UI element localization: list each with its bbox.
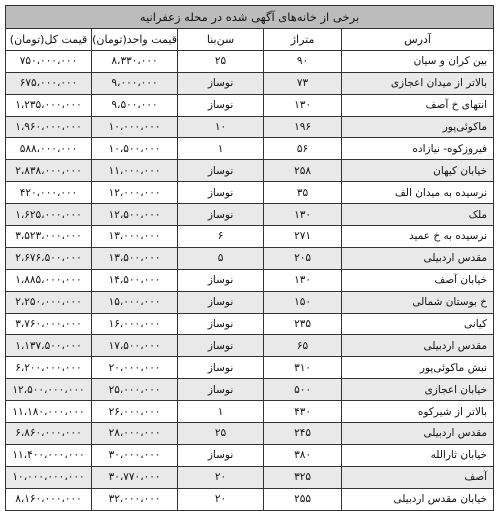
address-cell: خیابان مقدس اردبیلی <box>342 488 494 510</box>
table-row <box>6 335 494 357</box>
age-cell: نوساز <box>178 269 264 291</box>
age-cell: ۲۵ <box>178 423 264 445</box>
age-cell: نوساز <box>178 160 264 182</box>
total-price-cell: ۱،۱۳۷،۵۰۰،۰۰۰ <box>6 335 92 357</box>
unit-price-cell: ۲۰،۰۰۰،۰۰۰ <box>92 357 178 379</box>
age-cell: نوساز <box>178 335 264 357</box>
table-row <box>6 226 494 248</box>
table-row <box>6 269 494 291</box>
table-row <box>6 488 494 510</box>
table-row <box>6 138 494 160</box>
unit-price-cell: ۲۵،۰۰۰،۰۰۰ <box>92 379 178 401</box>
address-cell: خیابان کیهان <box>342 160 494 182</box>
unit-price-cell: ۲۶،۰۰۰،۰۰۰ <box>92 401 178 423</box>
table-row <box>6 94 494 116</box>
unit-price-cell: ۱۶،۰۰۰،۰۰۰ <box>92 313 178 335</box>
unit-price-cell: ۱۵،۰۰۰،۰۰۰ <box>92 291 178 313</box>
total-price-cell: ۲،۸۳۸،۰۰۰،۰۰۰ <box>6 160 92 182</box>
area-cell: ۹۰ <box>264 50 342 72</box>
address-cell: کیانی <box>342 313 494 335</box>
age-cell: ۶ <box>178 226 264 248</box>
address-cell: بالاتر از میدان اعجازی <box>342 72 494 94</box>
address-cell: نرسیده به خ عمید <box>342 226 494 248</box>
area-cell: ۱۹۶ <box>264 116 342 138</box>
address-cell: مقدس اردبیلی <box>342 247 494 269</box>
column-header-total-price: قیمت کل(تومان) <box>6 29 92 51</box>
area-cell: ۴۳۰ <box>264 401 342 423</box>
table-row <box>6 379 494 401</box>
total-price-cell: ۱،۸۸۵،۰۰۰،۰۰۰ <box>6 269 92 291</box>
total-price-cell: ۷۵۰،۰۰۰،۰۰۰ <box>6 50 92 72</box>
total-price-cell: ۶۷۵،۰۰۰،۰۰۰ <box>6 72 92 94</box>
total-price-cell: ۱۱،۴۰۰،۰۰۰،۰۰۰ <box>6 444 92 466</box>
unit-price-cell: ۳۰،۷۷۰،۰۰۰ <box>92 466 178 488</box>
total-price-cell: ۶،۲۰۰،۰۰۰،۰۰۰ <box>6 357 92 379</box>
unit-price-cell: ۱۳،۰۰۰،۰۰۰ <box>92 226 178 248</box>
table-row <box>6 313 494 335</box>
listing-table <box>5 5 494 511</box>
address-cell: ملک <box>342 204 494 226</box>
total-price-cell: ۶،۸۶۰،۰۰۰،۰۰۰ <box>6 423 92 445</box>
table-row <box>6 401 494 423</box>
total-price-cell: ۴۲۰،۰۰۰،۰۰۰ <box>6 182 92 204</box>
unit-price-cell: ۱۲،۵۰۰،۰۰۰ <box>92 204 178 226</box>
total-price-cell: ۱،۹۶۰،۰۰۰،۰۰۰ <box>6 116 92 138</box>
area-cell: ۵۶ <box>264 138 342 160</box>
age-cell: نوساز <box>178 357 264 379</box>
unit-price-cell: ۱۰،۰۰۰،۰۰۰ <box>92 116 178 138</box>
age-cell: نوساز <box>178 291 264 313</box>
area-cell: ۲۵۵ <box>264 488 342 510</box>
total-price-cell: ۲،۲۵۰،۰۰۰،۰۰۰ <box>6 291 92 313</box>
area-cell: ۲۴۵ <box>264 423 342 445</box>
total-price-cell: ۱۲،۵۰۰،۰۰۰،۰۰۰ <box>6 379 92 401</box>
unit-price-cell: ۱۲،۰۰۰،۰۰۰ <box>92 182 178 204</box>
unit-price-cell: ۹،۵۰۰،۰۰۰ <box>92 94 178 116</box>
total-price-cell: ۱۱،۱۸۰،۰۰۰،۰۰۰ <box>6 401 92 423</box>
table-row <box>6 291 494 313</box>
area-cell: ۶۵ <box>264 335 342 357</box>
unit-price-cell: ۳۰،۰۰۰،۰۰۰ <box>92 444 178 466</box>
total-price-cell: ۳،۷۶۰،۰۰۰،۰۰۰ <box>6 313 92 335</box>
address-cell: فیروزکوه- نیازاده <box>342 138 494 160</box>
address-cell: بین کران و سیان <box>342 50 494 72</box>
age-cell: ۵ <box>178 247 264 269</box>
age-cell: نوساز <box>178 94 264 116</box>
column-header-area: متراژ <box>264 29 342 51</box>
address-cell: خیابان ثارالله <box>342 444 494 466</box>
age-cell: ۲۰ <box>178 466 264 488</box>
table-row <box>6 116 494 138</box>
address-cell: مقدس اردبیلی <box>342 335 494 357</box>
total-price-cell: ۱،۶۲۵،۰۰۰،۰۰۰ <box>6 204 92 226</box>
age-cell: نوساز <box>178 444 264 466</box>
area-cell: ۱۳۰ <box>264 269 342 291</box>
table-row <box>6 466 494 488</box>
column-header-unit-price: قیمت واحد(تومان) <box>92 29 178 51</box>
address-cell: آصف <box>342 466 494 488</box>
table-row <box>6 247 494 269</box>
age-cell: ۱ <box>178 138 264 160</box>
unit-price-cell: ۱۳،۵۰۰،۰۰۰ <box>92 247 178 269</box>
age-cell: نوساز <box>178 313 264 335</box>
address-cell: خیابان آصف <box>342 269 494 291</box>
unit-price-cell: ۱۱،۰۰۰،۰۰۰ <box>92 160 178 182</box>
address-cell: نرسیده به میدان الف <box>342 182 494 204</box>
age-cell: ۲۵ <box>178 50 264 72</box>
unit-price-cell: ۳۲،۰۰۰،۰۰۰ <box>92 488 178 510</box>
address-cell: ماکوئی‌پور <box>342 116 494 138</box>
total-price-cell: ۲،۶۷۶،۵۰۰،۰۰۰ <box>6 247 92 269</box>
area-cell: ۳۱۰ <box>264 357 342 379</box>
table-body <box>6 50 494 510</box>
area-cell: ۷۳ <box>264 72 342 94</box>
total-price-cell: ۸،۱۶۰،۰۰۰،۰۰۰ <box>6 488 92 510</box>
address-cell: نبش ماکوئی‌پور <box>342 357 494 379</box>
column-header-age: سن‌بنا <box>178 29 264 51</box>
area-cell: ۲۷۱ <box>264 226 342 248</box>
area-cell: ۲۵۸ <box>264 160 342 182</box>
age-cell: ۲۰ <box>178 488 264 510</box>
total-price-cell: ۵۸۸،۰۰۰،۰۰۰ <box>6 138 92 160</box>
age-cell: ۱۰ <box>178 116 264 138</box>
address-cell: مقدس اردبیلی <box>342 423 494 445</box>
area-cell: ۲۰۵ <box>264 247 342 269</box>
header-row <box>6 29 494 51</box>
area-cell: ۵۰۰ <box>264 379 342 401</box>
column-header-address: آدرس <box>342 29 494 51</box>
total-price-cell: ۳،۵۲۳،۰۰۰،۰۰۰ <box>6 226 92 248</box>
age-cell: ۱ <box>178 401 264 423</box>
area-cell: ۱۳۰ <box>264 204 342 226</box>
unit-price-cell: ۱۷،۵۰۰،۰۰۰ <box>92 335 178 357</box>
unit-price-cell: ۹،۰۰۰،۰۰۰ <box>92 72 178 94</box>
unit-price-cell: ۱۴،۵۰۰،۰۰۰ <box>92 269 178 291</box>
area-cell: ۱۳۰ <box>264 94 342 116</box>
address-cell: انتهای خ آصف <box>342 94 494 116</box>
age-cell: نوساز <box>178 379 264 401</box>
area-cell: ۱۵۰ <box>264 291 342 313</box>
title-row <box>6 6 494 29</box>
age-cell: نوساز <box>178 182 264 204</box>
table-row <box>6 50 494 72</box>
area-cell: ۳۲۵ <box>264 466 342 488</box>
table-row <box>6 182 494 204</box>
total-price-cell: ۱۰،۰۰۰،۰۰۰،۰۰۰ <box>6 466 92 488</box>
table-row <box>6 204 494 226</box>
age-cell: نوساز <box>178 72 264 94</box>
unit-price-cell: ۲۸،۰۰۰،۰۰۰ <box>92 423 178 445</box>
address-cell: خ بوستان شمالی <box>342 291 494 313</box>
unit-price-cell: ۱۰،۵۰۰،۰۰۰ <box>92 138 178 160</box>
table-row <box>6 160 494 182</box>
table-row <box>6 423 494 445</box>
table-title: برخی از خانه‌های آگهی شده در محله زعفرانیه <box>6 6 494 29</box>
total-price-cell: ۱،۲۳۵،۰۰۰،۰۰۰ <box>6 94 92 116</box>
listing-table-container <box>5 5 493 511</box>
table-row <box>6 357 494 379</box>
table-row <box>6 72 494 94</box>
area-cell: ۳۵ <box>264 182 342 204</box>
age-cell: نوساز <box>178 204 264 226</box>
address-cell: بالاتر از شیرکوه <box>342 401 494 423</box>
area-cell: ۲۳۵ <box>264 313 342 335</box>
unit-price-cell: ۸،۳۳۰،۰۰۰ <box>92 50 178 72</box>
address-cell: خیابان اعجازی <box>342 379 494 401</box>
table-row <box>6 444 494 466</box>
area-cell: ۳۸۰ <box>264 444 342 466</box>
